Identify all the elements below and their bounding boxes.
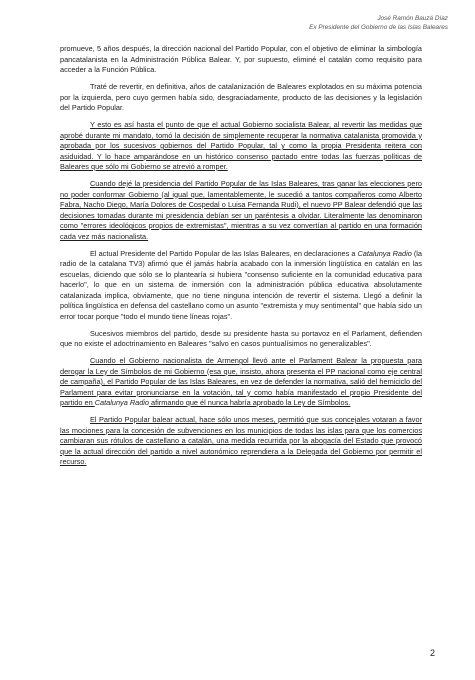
paragraph <box>60 179 422 242</box>
paragraph <box>60 329 422 350</box>
paragraph <box>60 415 422 468</box>
paragraph-text: Cuando el Gobierno nacionalista de Armengol llevó ante el Parlament Balear la propuesta para derogar la Ley de Símbolos de mi Gobierno (esa que, insisto, ahora presenta el PP nacional como eje central de campaña), el Partido Popular de las Islas Baleares, en vez de defender la normativa, salió del hemiciclo del Parlament para evitar pronunciarse en la votación, tal y como había manifestado el propio Presidente del partido en <box>60 356 422 407</box>
page-header <box>309 15 448 32</box>
page-number: 2 <box>429 648 435 658</box>
paragraph <box>60 82 422 114</box>
italic-text: Catalunya Radio <box>94 398 150 407</box>
paragraph-text: Sucesivos miembros del partido, desde su presidente hasta su portavoz en el Parlament, defienden que no existe el adoctrinamiento en Baleares "salvo en casos puntualísimos no generalizables". <box>60 328 422 348</box>
paragraph <box>60 356 422 409</box>
paragraph-text: Traté de revertir, en definitiva, años de catalanización de Baleares explotados en su máxima potencia por la izquierda, pero cuyo germen había sido, desgraciadamente, producto de las decisiones y la legislación del Partido Popular. <box>60 82 422 112</box>
header-author-title: Ex Presidente del Gobierno de las Islas Baleares <box>309 23 448 31</box>
paragraph-text: El actual Presidente del Partido Popular de las Islas Baleares, en declaraciones a <box>90 248 358 258</box>
document-body <box>60 44 422 474</box>
paragraph <box>60 120 422 173</box>
paragraph-text: Cuando dejé la presidencia del Partido Popular de las Islas Baleares, tras ganar las elecciones pero no poder conformar Gobierno (al igual que, lamentablemente, le sucedió a tantos compañeros como Alberto Fabra, Nacho Diego, María Dolores de Cospedal o Luisa Fernanda Rudi), el nuevo PP Balear defendió que las decisiones tomadas durante mi presidencia debían ser un paréntesis a olvidar. Literalmente las denominaron como "errores ideológicos propios de extremistas", mientras a su vez convertían al partido en una formación cada vez más nacionalista. <box>60 179 422 241</box>
paragraph <box>60 249 422 323</box>
header-author-name: José Ramón Bauzá Díaz <box>377 15 448 22</box>
paragraph <box>60 44 422 76</box>
paragraph-text: afirmando que él nunca habría aprobado la Ley de Símbolos. <box>149 398 351 407</box>
paragraph-text: Y esto es así hasta el punto de que el actual Gobierno socialista Balear, al revertir las medidas que aprobé durante mi mandato, tomó la decisión de simplemente recuperar la normativa catalanista promovida y aprobada por los sucesivos gobiernos del Partido Popular, tal y como la propia Presidenta reitera con asiduidad. Y lo hace amparándose en un histórico consenso pactado entre todas las fuerzas políticas de Baleares que sólo mi Gobierno se atrevió a romper. <box>60 120 422 171</box>
paragraph-text: promueve, 5 años después, la dirección nacional del Partido Popular, con el objetivo de eliminar la simbología pancatalanista en la Administración Pública Balear. Y, por supuesto, eliminé el catalán como requisito para acceder a la Función Pública. <box>60 44 422 74</box>
paragraph-text: (la radio de la catalana TV3) afirmó que él jamás habría acabado con la inmersión lingüística en catalán en las escuelas, diciendo que sólo se lo plantearía si hubiera "consenso suficiente en la comunidad educativa para hacerlo", lo que en un sistema de inmersión con la administración pública educativa absolutamente catalanizada implica, obviamente, que no tiene ninguna intención de revertir el sistema. Llegó a definir la política lingüística en defensa del castellano como un asunto "extremista y muy sentimental" que había sido un error tocar porque "todo el mundo tiene líneas rojas". <box>60 248 423 321</box>
paragraph-text: El Partido Popular balear actual, hace sólo unos meses, permitió que sus concejales votaran a favor las mociones para la concesión de subvenciones en los municipios de todas las islas para que los comercios cambiaran sus rótulos de castellano a catalán, una medida recurrida por la abogacía del Estado que provocó que la actual dirección del partido a nivel autonómico reprendiera a la Delegada del Gobierno por permitir el recurso. <box>60 415 422 466</box>
italic-text: Catalunya Radio <box>357 248 412 258</box>
